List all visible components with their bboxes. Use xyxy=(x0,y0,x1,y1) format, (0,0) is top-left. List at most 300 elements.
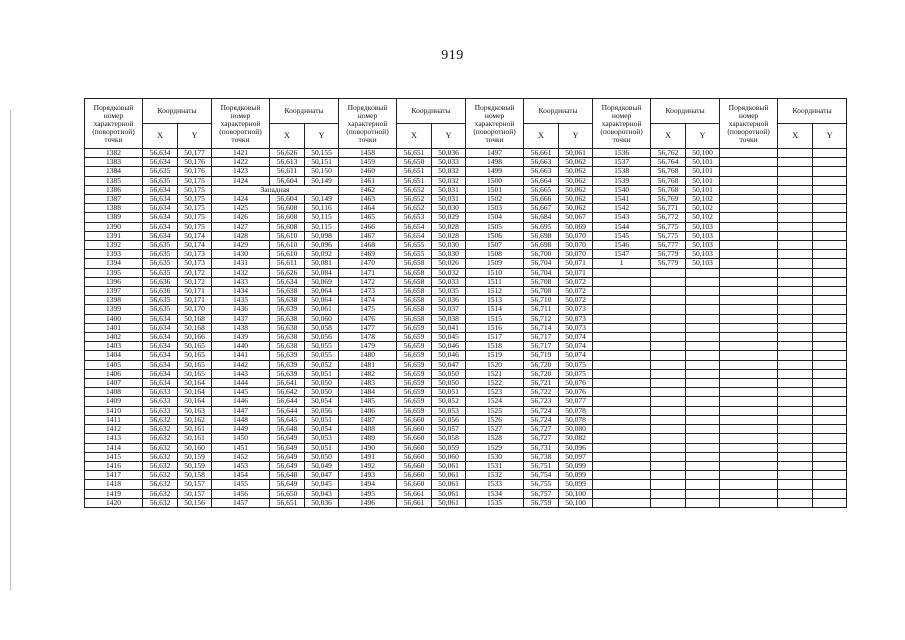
point-number-cell: 1494 xyxy=(339,480,397,489)
point-number-cell: 1533 xyxy=(466,480,524,489)
point-number-cell: 1445 xyxy=(212,388,270,397)
header-point-number: Порядковый номер характерной (поворотной) точки xyxy=(593,99,651,149)
y-cell: 50,052 xyxy=(432,397,466,406)
point-number-cell xyxy=(593,287,651,296)
y-cell: 50,074 xyxy=(559,351,593,360)
x-cell: 56,658 xyxy=(397,277,432,286)
point-number-cell: 1443 xyxy=(212,369,270,378)
table-row xyxy=(85,406,847,415)
header-point-number: Порядковый номер характерной (поворотной) точки xyxy=(339,99,397,149)
x-cell: 56,751 xyxy=(524,461,559,470)
point-number-cell: 1468 xyxy=(339,241,397,250)
table-row xyxy=(85,185,847,194)
point-number-cell xyxy=(720,268,778,277)
x-cell: 56,661 xyxy=(524,149,559,158)
x-cell: 56,649 xyxy=(270,480,305,489)
point-number-cell xyxy=(720,471,778,480)
y-cell xyxy=(686,461,720,470)
y-cell: 50,162 xyxy=(178,415,212,424)
point-number-cell: 1540 xyxy=(593,185,651,194)
x-cell: 56,661 xyxy=(397,489,432,498)
y-cell: 50,103 xyxy=(686,231,720,240)
point-number-cell: 1448 xyxy=(212,415,270,424)
point-number-cell xyxy=(720,305,778,314)
x-cell: 56,757 xyxy=(524,489,559,498)
point-number-cell: 1453 xyxy=(212,461,270,470)
point-number-cell: 1538 xyxy=(593,167,651,176)
x-cell: 56,660 xyxy=(397,434,432,443)
point-number-cell: 1442 xyxy=(212,360,270,369)
point-number-cell: 1454 xyxy=(212,471,270,480)
y-cell: 50,099 xyxy=(559,471,593,480)
y-cell xyxy=(813,250,847,259)
y-cell: 50,076 xyxy=(559,379,593,388)
point-number-cell: 1400 xyxy=(85,314,143,323)
y-cell xyxy=(686,480,720,489)
y-cell: 50,158 xyxy=(178,471,212,480)
y-cell: 50,168 xyxy=(178,323,212,332)
x-cell: 56,632 xyxy=(143,498,178,507)
y-cell: 50,165 xyxy=(178,369,212,378)
x-cell xyxy=(778,388,813,397)
y-cell xyxy=(686,434,720,443)
y-cell: 50,155 xyxy=(305,149,339,158)
point-number-cell: 1511 xyxy=(466,277,524,286)
y-cell: 50,072 xyxy=(559,296,593,305)
x-cell: 56,634 xyxy=(143,379,178,388)
y-cell xyxy=(813,176,847,185)
x-cell xyxy=(651,342,686,351)
x-cell: 56,724 xyxy=(524,406,559,415)
y-cell xyxy=(813,498,847,507)
point-number-cell: 1522 xyxy=(466,379,524,388)
y-cell xyxy=(686,287,720,296)
x-cell: 56,638 xyxy=(270,296,305,305)
header-y: Y xyxy=(178,124,212,149)
y-cell xyxy=(686,379,720,388)
x-cell xyxy=(778,434,813,443)
x-cell xyxy=(778,323,813,332)
x-cell xyxy=(778,443,813,452)
y-cell xyxy=(813,406,847,415)
x-cell: 56,655 xyxy=(397,241,432,250)
y-cell: 50,074 xyxy=(559,333,593,342)
x-cell xyxy=(778,277,813,286)
x-cell: 56,604 xyxy=(270,176,305,185)
y-cell: 50,037 xyxy=(432,305,466,314)
point-number-cell: 1460 xyxy=(339,167,397,176)
x-cell: 56,764 xyxy=(651,158,686,167)
point-number-cell: 1516 xyxy=(466,323,524,332)
x-cell: 56,653 xyxy=(397,213,432,222)
point-number-cell: 1543 xyxy=(593,213,651,222)
x-cell: 56,660 xyxy=(397,425,432,434)
x-cell xyxy=(778,241,813,250)
y-cell: 50,047 xyxy=(305,471,339,480)
y-cell: 50,160 xyxy=(178,443,212,452)
point-number-cell: 1409 xyxy=(85,397,143,406)
x-cell: 56,635 xyxy=(143,268,178,277)
y-cell xyxy=(813,342,847,351)
x-cell: 56,722 xyxy=(524,388,559,397)
y-cell: 50,173 xyxy=(178,250,212,259)
y-cell xyxy=(813,195,847,204)
x-cell xyxy=(651,268,686,277)
table-row xyxy=(85,195,847,204)
x-cell xyxy=(778,369,813,378)
x-cell: 56,645 xyxy=(270,415,305,424)
x-cell: 56,661 xyxy=(397,498,432,507)
y-cell: 50,028 xyxy=(432,231,466,240)
point-number-cell: 1486 xyxy=(339,406,397,415)
header-coordinates: Координаты xyxy=(524,99,593,124)
x-cell: 56,633 xyxy=(143,397,178,406)
point-number-cell: 1432 xyxy=(212,268,270,277)
point-number-cell xyxy=(720,425,778,434)
x-cell: 56,660 xyxy=(397,480,432,489)
y-cell: 50,159 xyxy=(178,461,212,470)
x-cell: 56,642 xyxy=(270,388,305,397)
y-cell: 50,165 xyxy=(178,360,212,369)
x-cell xyxy=(778,461,813,470)
x-cell: 56,698 xyxy=(524,231,559,240)
y-cell: 50,103 xyxy=(686,250,720,259)
y-cell: 50,175 xyxy=(178,213,212,222)
x-cell: 56,608 xyxy=(270,222,305,231)
point-number-cell: 1455 xyxy=(212,480,270,489)
x-cell: 56,632 xyxy=(143,443,178,452)
x-cell xyxy=(778,287,813,296)
x-cell xyxy=(778,498,813,507)
y-cell: 50,061 xyxy=(432,480,466,489)
point-number-cell: 1441 xyxy=(212,351,270,360)
y-cell: 50,103 xyxy=(686,259,720,268)
header-x: X xyxy=(143,124,178,149)
point-number-cell xyxy=(720,406,778,415)
y-cell: 50,046 xyxy=(432,342,466,351)
point-number-cell: 1493 xyxy=(339,471,397,480)
y-cell: 50,078 xyxy=(559,415,593,424)
header-point-number: Порядковый номер характерной (поворотной) точки xyxy=(720,99,778,149)
x-cell: 56,717 xyxy=(524,342,559,351)
point-number-cell xyxy=(593,406,651,415)
point-number-cell: 1489 xyxy=(339,434,397,443)
y-cell xyxy=(813,259,847,268)
point-number-cell: 1398 xyxy=(85,296,143,305)
table-row xyxy=(85,333,847,342)
x-cell xyxy=(778,296,813,305)
y-cell: 50,052 xyxy=(305,360,339,369)
point-number-cell: 1410 xyxy=(85,406,143,415)
point-number-cell: 1515 xyxy=(466,314,524,323)
x-cell: 56,638 xyxy=(270,287,305,296)
x-cell: 56,632 xyxy=(143,434,178,443)
point-number-cell xyxy=(720,241,778,250)
point-number-cell: 1501 xyxy=(466,185,524,194)
x-cell: 56,632 xyxy=(143,480,178,489)
point-number-cell xyxy=(720,176,778,185)
table-row xyxy=(85,379,847,388)
table-row xyxy=(85,241,847,250)
table-row xyxy=(85,305,847,314)
point-number-cell: 1488 xyxy=(339,425,397,434)
point-number-cell: 1412 xyxy=(85,425,143,434)
y-cell xyxy=(813,204,847,213)
y-cell: 50,101 xyxy=(686,185,720,194)
x-cell: 56,772 xyxy=(651,213,686,222)
x-cell xyxy=(778,351,813,360)
point-number-cell xyxy=(593,296,651,305)
y-cell: 50,174 xyxy=(178,241,212,250)
point-number-cell: 1546 xyxy=(593,241,651,250)
y-cell: 50,055 xyxy=(305,351,339,360)
x-cell xyxy=(651,305,686,314)
y-cell: 50,051 xyxy=(305,443,339,452)
y-cell: 50,050 xyxy=(305,379,339,388)
table-row xyxy=(85,323,847,332)
header-y: Y xyxy=(686,124,720,149)
y-cell: 50,115 xyxy=(305,213,339,222)
y-cell xyxy=(686,277,720,286)
point-number-cell: 1517 xyxy=(466,333,524,342)
y-cell: 50,054 xyxy=(305,425,339,434)
point-number-cell: 1470 xyxy=(339,259,397,268)
table-row xyxy=(85,213,847,222)
table-body xyxy=(85,149,847,508)
point-number-cell: 1402 xyxy=(85,333,143,342)
point-number-cell: 1434 xyxy=(212,287,270,296)
x-cell xyxy=(651,461,686,470)
point-number-cell: 1531 xyxy=(466,461,524,470)
table-row xyxy=(85,480,847,489)
table-row xyxy=(85,461,847,470)
point-number-cell: 1395 xyxy=(85,268,143,277)
y-cell: 50,072 xyxy=(559,287,593,296)
y-cell xyxy=(813,369,847,378)
x-cell: 56,635 xyxy=(143,176,178,185)
x-cell xyxy=(651,425,686,434)
x-cell: 56,663 xyxy=(524,167,559,176)
x-cell: 56,775 xyxy=(651,222,686,231)
y-cell: 50,103 xyxy=(686,222,720,231)
point-number-cell: 1457 xyxy=(212,498,270,507)
y-cell: 50,073 xyxy=(559,305,593,314)
y-cell xyxy=(686,406,720,415)
point-number-cell xyxy=(593,323,651,332)
y-cell: 50,047 xyxy=(432,360,466,369)
table-row xyxy=(85,369,847,378)
x-cell: 56,649 xyxy=(270,452,305,461)
x-cell: 56,659 xyxy=(397,333,432,342)
y-cell: 50,061 xyxy=(559,149,593,158)
x-cell: 56,659 xyxy=(397,342,432,351)
y-cell xyxy=(686,397,720,406)
point-number-cell: 1406 xyxy=(85,369,143,378)
x-cell xyxy=(778,167,813,176)
y-cell xyxy=(686,268,720,277)
point-number-cell xyxy=(593,388,651,397)
y-cell xyxy=(813,388,847,397)
x-cell: 56,660 xyxy=(397,415,432,424)
y-cell: 50,172 xyxy=(178,268,212,277)
point-number-cell: 1449 xyxy=(212,425,270,434)
point-number-cell: 1476 xyxy=(339,314,397,323)
y-cell: 50,102 xyxy=(686,195,720,204)
x-cell xyxy=(651,314,686,323)
y-cell: 50,036 xyxy=(432,296,466,305)
point-number-cell: 1391 xyxy=(85,231,143,240)
point-number-cell xyxy=(720,296,778,305)
y-cell xyxy=(813,323,847,332)
y-cell: 50,050 xyxy=(432,369,466,378)
header-x: X xyxy=(270,124,305,149)
point-number-cell: 1417 xyxy=(85,471,143,480)
x-cell: 56,731 xyxy=(524,443,559,452)
point-number-cell xyxy=(720,379,778,388)
y-cell: 50,165 xyxy=(178,342,212,351)
x-cell: 56,659 xyxy=(397,406,432,415)
x-cell: 56,632 xyxy=(143,415,178,424)
point-number-cell: 1444 xyxy=(212,379,270,388)
x-cell: 56,648 xyxy=(270,425,305,434)
x-cell: 56,714 xyxy=(524,323,559,332)
y-cell: 50,046 xyxy=(432,351,466,360)
y-cell: 50,151 xyxy=(305,158,339,167)
x-cell: 56,717 xyxy=(524,333,559,342)
y-cell: 50,036 xyxy=(305,498,339,507)
y-cell xyxy=(813,480,847,489)
x-cell: 56,639 xyxy=(270,351,305,360)
y-cell: 50,101 xyxy=(686,176,720,185)
x-cell: 56,634 xyxy=(143,231,178,240)
point-number-cell: 1512 xyxy=(466,287,524,296)
table-row xyxy=(85,397,847,406)
point-number-cell: 1471 xyxy=(339,268,397,277)
y-cell xyxy=(813,149,847,158)
point-number-cell xyxy=(593,360,651,369)
point-number-cell: 1518 xyxy=(466,342,524,351)
y-cell: 50,061 xyxy=(432,489,466,498)
point-number-cell: 1508 xyxy=(466,250,524,259)
x-cell: 56,652 xyxy=(397,185,432,194)
x-cell xyxy=(651,388,686,397)
y-cell xyxy=(813,333,847,342)
x-cell: 56,660 xyxy=(397,471,432,480)
x-cell xyxy=(778,305,813,314)
x-cell: 56,634 xyxy=(270,277,305,286)
point-number-cell: 1440 xyxy=(212,342,270,351)
x-cell xyxy=(778,480,813,489)
y-cell: 50,096 xyxy=(305,241,339,250)
point-number-cell xyxy=(593,443,651,452)
y-cell: 50,102 xyxy=(686,213,720,222)
point-number-cell xyxy=(720,397,778,406)
header-coordinates: Координаты xyxy=(778,99,847,124)
y-cell: 50,069 xyxy=(305,277,339,286)
x-cell: 56,712 xyxy=(524,314,559,323)
header-y: Y xyxy=(813,124,847,149)
point-number-cell: 1500 xyxy=(466,176,524,185)
y-cell: 50,168 xyxy=(178,314,212,323)
y-cell: 50,173 xyxy=(178,259,212,268)
point-number-cell: 1497 xyxy=(466,149,524,158)
point-number-cell: 1433 xyxy=(212,277,270,286)
point-number-cell: 1465 xyxy=(339,213,397,222)
y-cell xyxy=(813,489,847,498)
point-number-cell: 1491 xyxy=(339,452,397,461)
y-cell: 50,084 xyxy=(305,268,339,277)
y-cell: 50,100 xyxy=(559,489,593,498)
x-cell xyxy=(651,296,686,305)
x-cell xyxy=(778,342,813,351)
table-row xyxy=(85,360,847,369)
point-number-cell: 1534 xyxy=(466,489,524,498)
point-number-cell: 1421 xyxy=(212,149,270,158)
point-number-cell: 1451 xyxy=(212,443,270,452)
x-cell xyxy=(651,434,686,443)
y-cell: 50,061 xyxy=(432,471,466,480)
x-cell: 56,658 xyxy=(397,268,432,277)
y-cell xyxy=(686,323,720,332)
point-number-cell: 1436 xyxy=(212,305,270,314)
point-number-cell: 1541 xyxy=(593,195,651,204)
point-number-cell xyxy=(720,351,778,360)
point-number-cell: 1447 xyxy=(212,406,270,415)
point-number-cell: 1439 xyxy=(212,333,270,342)
x-cell: 56,721 xyxy=(524,379,559,388)
x-cell xyxy=(778,314,813,323)
point-number-cell xyxy=(720,195,778,204)
point-number-cell xyxy=(720,213,778,222)
y-cell: 50,164 xyxy=(178,388,212,397)
y-cell: 50,171 xyxy=(178,287,212,296)
y-cell xyxy=(813,360,847,369)
point-number-cell: 1407 xyxy=(85,379,143,388)
x-cell xyxy=(778,149,813,158)
point-number-cell xyxy=(593,268,651,277)
y-cell: 50,116 xyxy=(305,204,339,213)
x-cell: 56,719 xyxy=(524,351,559,360)
y-cell xyxy=(813,287,847,296)
y-cell xyxy=(813,268,847,277)
point-number-cell: 1450 xyxy=(212,434,270,443)
point-number-cell: 1469 xyxy=(339,250,397,259)
y-cell: 50,076 xyxy=(559,388,593,397)
x-cell: 56,720 xyxy=(524,369,559,378)
y-cell: 50,074 xyxy=(559,342,593,351)
point-number-cell: 1479 xyxy=(339,342,397,351)
x-cell: 56,779 xyxy=(651,259,686,268)
x-cell: 56,658 xyxy=(397,259,432,268)
x-cell: 56,611 xyxy=(270,167,305,176)
x-cell: 56,610 xyxy=(270,250,305,259)
y-cell xyxy=(813,397,847,406)
y-cell xyxy=(813,434,847,443)
x-cell: 56,704 xyxy=(524,259,559,268)
point-number-cell: 1385 xyxy=(85,176,143,185)
x-cell xyxy=(651,277,686,286)
header-x: X xyxy=(397,124,432,149)
x-cell: 56,759 xyxy=(524,498,559,507)
y-cell: 50,067 xyxy=(559,213,593,222)
point-number-cell: 1423 xyxy=(212,167,270,176)
x-cell xyxy=(778,195,813,204)
x-cell xyxy=(778,471,813,480)
point-number-cell xyxy=(720,480,778,489)
y-cell: 50,175 xyxy=(178,195,212,204)
x-cell: 56,632 xyxy=(143,461,178,470)
table-row xyxy=(85,415,847,424)
